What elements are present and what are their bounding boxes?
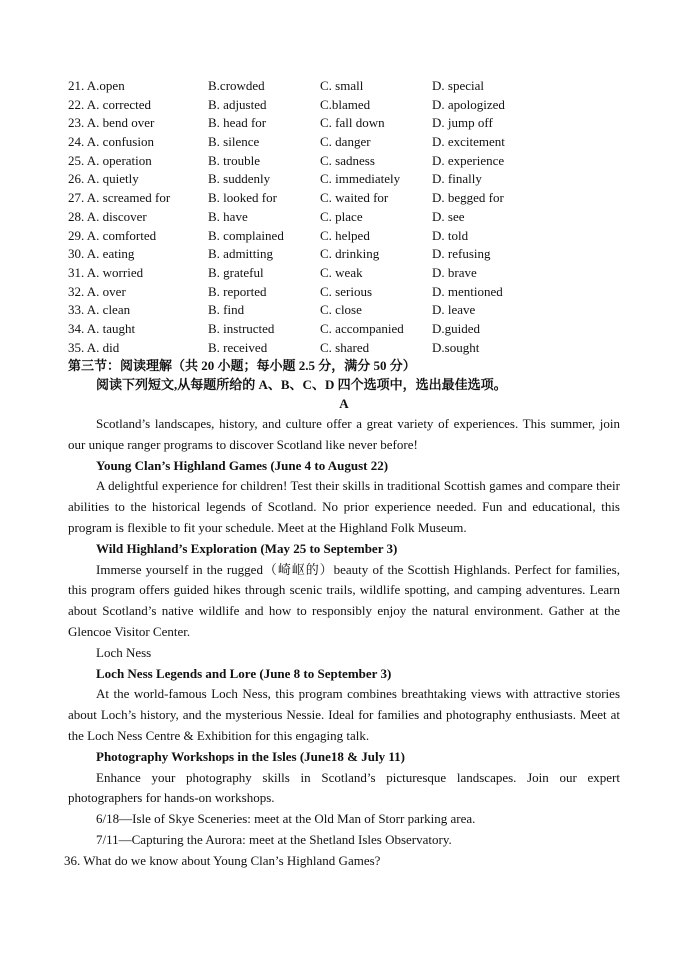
option-c: C. drinking bbox=[320, 246, 380, 262]
section-heading: 第三节：阅读理解（共 20 小题；每小题 2.5 分，满分 50 分） bbox=[68, 358, 416, 373]
option-c: C. accompanied bbox=[320, 320, 404, 336]
reading-section bbox=[64, 357, 620, 872]
question-36: 36. What do we know about Young Clan’s Highland Games? bbox=[64, 852, 381, 868]
option-b: B. instructed bbox=[208, 320, 275, 336]
option-a: 29. A. comforted bbox=[68, 227, 157, 243]
option-b: B. silence bbox=[208, 134, 260, 150]
option-a: 35. A. did bbox=[68, 339, 120, 355]
option-a: 28. A. discover bbox=[68, 208, 147, 224]
option-a: 34. A. taught bbox=[68, 320, 136, 336]
option-a: 26. A. quietly bbox=[68, 171, 139, 187]
option-d: D. experience bbox=[432, 152, 505, 168]
option-row-35 bbox=[68, 339, 628, 358]
option-a: 24. A. confusion bbox=[68, 134, 154, 150]
passage-letter: A bbox=[339, 396, 349, 411]
option-row-34 bbox=[68, 320, 628, 339]
option-b: B. complained bbox=[208, 227, 284, 243]
option-b: B. find bbox=[208, 302, 245, 318]
schedule-line-1: 6/18—Isle of Skye Sceneries: meet at the Old Man of Storr parking area. bbox=[96, 811, 476, 827]
program-body-loch-ness: At the world-famous Loch Ness, this program combines breathtaking views with attractive stories about Loch’s history, and the mysterious Nessie. Ideal for families and photography enthusiasts. Meet at the Loch Ness Centre & Exhibition for this engaging talk. bbox=[68, 686, 620, 743]
option-b: B. suddenly bbox=[208, 171, 271, 187]
option-b: B. trouble bbox=[208, 152, 260, 168]
option-b: B. received bbox=[208, 339, 268, 355]
option-c: C. helped bbox=[320, 227, 370, 243]
option-row-25 bbox=[68, 152, 628, 171]
option-row-23 bbox=[68, 114, 628, 133]
option-a: 32. A. over bbox=[68, 283, 126, 299]
option-b: B. looked for bbox=[208, 190, 277, 206]
option-d: D. told bbox=[432, 227, 469, 243]
option-c: C. place bbox=[320, 208, 363, 224]
option-d: D. refusing bbox=[432, 246, 491, 262]
option-a: 21. A.open bbox=[68, 78, 125, 93]
option-row-22 bbox=[68, 96, 628, 115]
option-row-24 bbox=[68, 133, 628, 152]
option-a: 27. A. screamed for bbox=[68, 190, 171, 206]
option-d: D. mentioned bbox=[432, 283, 503, 299]
program-title-photography: Photography Workshops in the Isles (June18 & July 11) bbox=[96, 748, 405, 764]
program-body-wild-highland: Immerse yourself in the rugged（崎岖的）beauty of the Scottish Highlands. Perfect for families, this program offers guided hikes through scenic trails, wildlife spotting, and camping adventures. Learn about Scotland’s native wildlife and how to responsibly enjoy the natural environment. Gather at the Glencoe Visitor Center. bbox=[68, 561, 620, 639]
option-row-29 bbox=[68, 227, 628, 246]
option-row-33 bbox=[68, 301, 628, 320]
option-a: 31. A. worried bbox=[68, 264, 144, 280]
option-a: 22. A. corrected bbox=[68, 96, 152, 112]
option-c: C. immediately bbox=[320, 171, 401, 187]
option-row-21 bbox=[68, 77, 628, 96]
option-a: 25. A. operation bbox=[68, 152, 152, 168]
program-body-highland-games: A delightful experience for children! Test their skills in traditional Scottish games and compare their abilities to the historical legends of Scotland. No prior experience needed. Fun and educational, this program is flexible to fit your schedule. Meet at the Highland Folk Museum. bbox=[68, 478, 620, 535]
option-a: 33. A. clean bbox=[68, 302, 131, 318]
option-c: C. serious bbox=[320, 283, 372, 299]
option-c: C. danger bbox=[320, 134, 371, 150]
option-row-27 bbox=[68, 189, 628, 208]
option-d: D.guided bbox=[432, 320, 481, 336]
option-c: C. waited for bbox=[320, 190, 389, 206]
option-row-28 bbox=[68, 208, 628, 227]
option-a: 30. A. eating bbox=[68, 246, 135, 262]
option-d: D. begged for bbox=[432, 190, 504, 206]
option-d: D. finally bbox=[432, 171, 482, 187]
program-title-highland-games: Young Clan’s Highland Games (June 4 to August 22) bbox=[96, 457, 389, 473]
section-instruction: 阅读下列短文,从每题所给的 A、B、C、D 四个选项中，选出最佳选项。 bbox=[96, 377, 507, 392]
option-b: B. grateful bbox=[208, 264, 264, 280]
option-c: C. small bbox=[320, 78, 364, 93]
option-b: B. admitting bbox=[208, 246, 273, 262]
option-d: D.sought bbox=[432, 339, 480, 355]
option-a: 23. A. bend over bbox=[68, 115, 155, 131]
cloze-options-list bbox=[68, 77, 628, 357]
option-d: D. special bbox=[432, 78, 484, 93]
option-row-32 bbox=[68, 283, 628, 302]
option-d: D. excitement bbox=[432, 134, 505, 150]
program-body-photography: Enhance your photography skills in Scotland’s picturesque landscapes. Join our expert photographers for hands-on workshops. bbox=[68, 769, 620, 806]
option-b: B.crowded bbox=[208, 78, 265, 93]
option-c: C. weak bbox=[320, 264, 363, 280]
option-c: C. sadness bbox=[320, 152, 375, 168]
option-row-31 bbox=[68, 264, 628, 283]
option-b: B. head for bbox=[208, 115, 267, 131]
option-c: C. shared bbox=[320, 339, 370, 355]
option-d: D. apologized bbox=[432, 96, 505, 112]
loch-ness-label: Loch Ness bbox=[96, 644, 152, 660]
option-d: D. leave bbox=[432, 302, 476, 318]
option-b: B. adjusted bbox=[208, 96, 267, 112]
passage-intro: Scotland’s landscapes, history, and culture offer a great variety of experiences. This summer, join our unique ranger programs to discover Scotland like never before! bbox=[68, 416, 620, 452]
program-title-loch-ness: Loch Ness Legends and Lore (June 8 to September 3) bbox=[96, 665, 392, 681]
option-row-30 bbox=[68, 245, 628, 264]
option-d: D. see bbox=[432, 208, 465, 224]
option-b: B. reported bbox=[208, 283, 267, 299]
option-d: D. jump off bbox=[432, 115, 493, 131]
option-c: C. fall down bbox=[320, 115, 385, 131]
option-c: C. close bbox=[320, 302, 362, 318]
option-c: C.blamed bbox=[320, 96, 371, 112]
schedule-line-2: 7/11—Capturing the Aurora: meet at the Shetland Isles Observatory. bbox=[96, 831, 452, 847]
option-row-26 bbox=[68, 170, 628, 189]
option-d: D. brave bbox=[432, 264, 477, 280]
program-title-wild-highland: Wild Highland’s Exploration (May 25 to September 3) bbox=[96, 540, 398, 556]
option-b: B. have bbox=[208, 208, 248, 224]
